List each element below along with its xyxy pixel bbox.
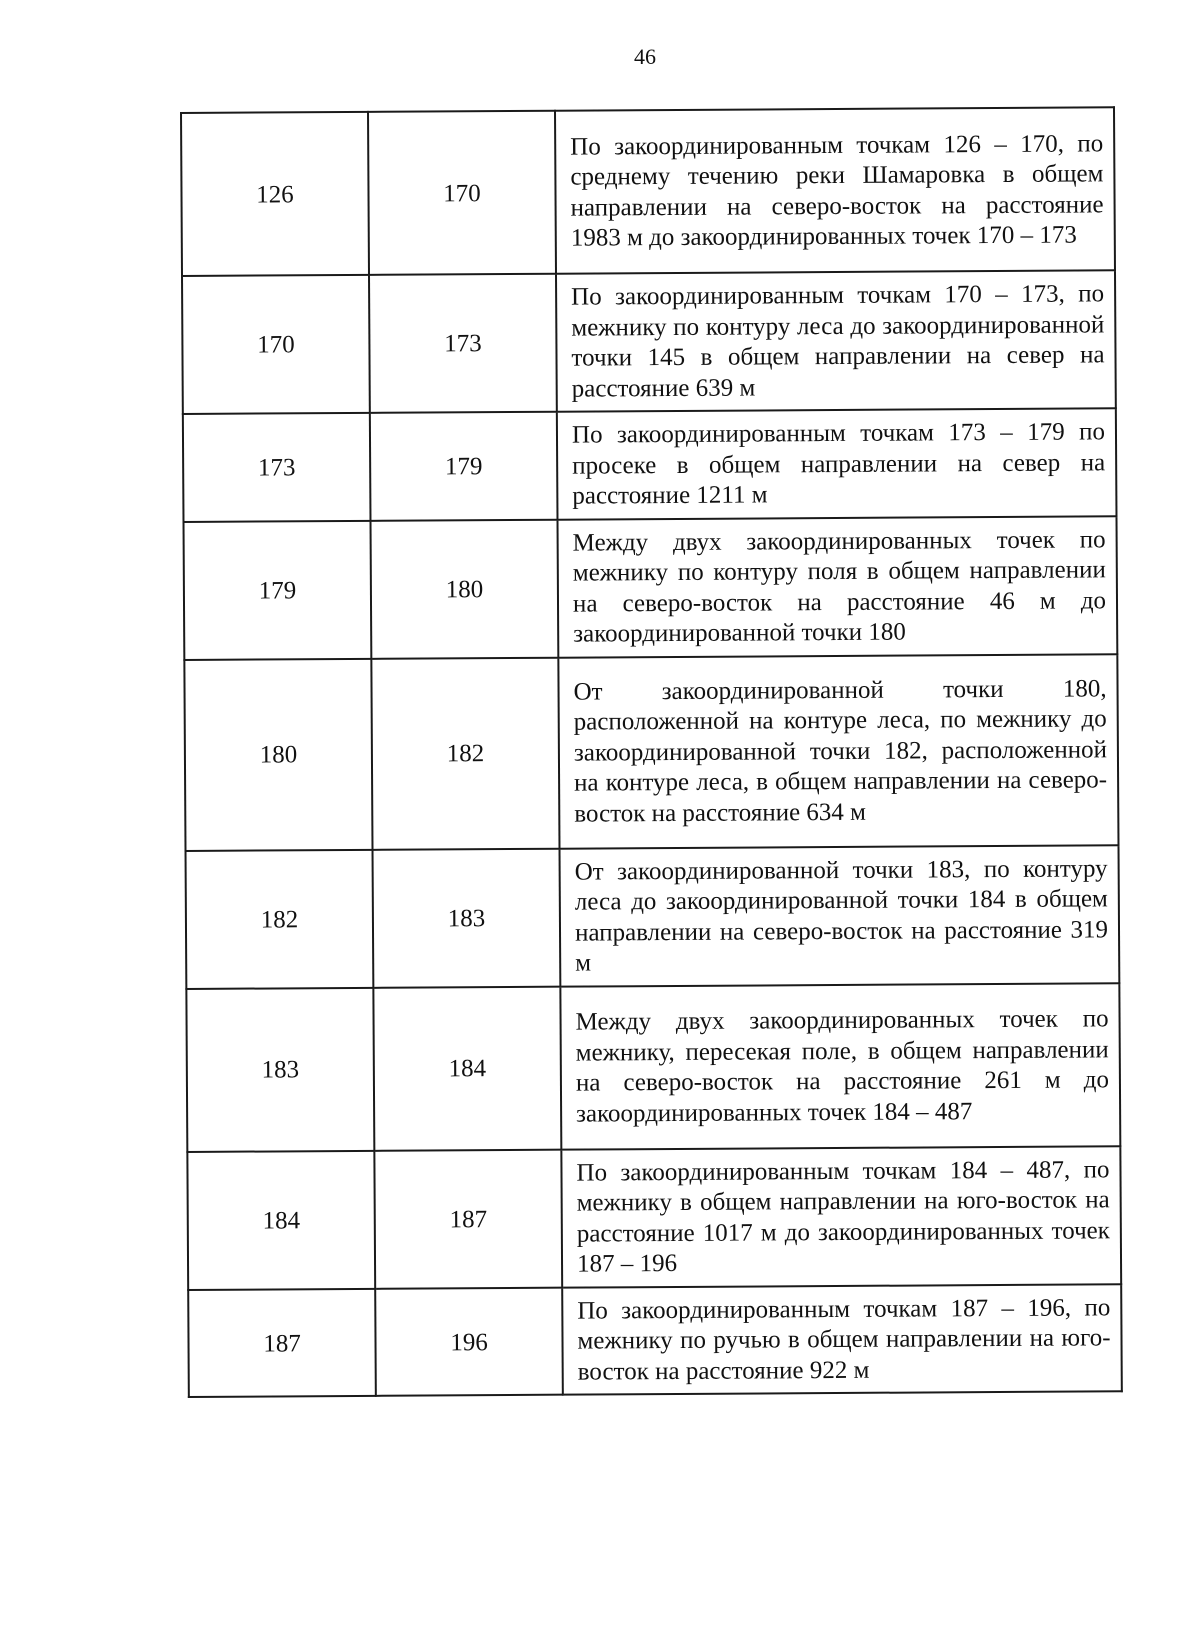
to-point-cell: 180 [370,519,558,658]
table-row [182,270,1116,414]
from-point-cell: 184 [187,1150,375,1289]
from-point-cell: 179 [184,520,372,659]
table-row [186,983,1120,1152]
description-cell: По закоординированным точкам 126 – 170, по среднему течению реки Шамаровка в общем направлении на северо-восток на расстояние 1983 м до закоординированных точек 170 – 173 [555,107,1115,273]
from-point-cell: 180 [184,658,372,850]
table-row [186,845,1120,989]
description-cell: По закоординированным точкам 184 – 487, по межнику в общем направлении на юго-восток на расстояние 1017 м до закоординированных точек 187 – 196 [561,1146,1121,1287]
to-point-cell: 183 [373,848,561,987]
description-cell: По закоординированным точкам 170 – 173, по межнику по контуру леса до закоординированной точки 145 в общем направлении на север на расстояние 639 м [556,270,1116,411]
description-cell: От закоординированной точки 183, по контуру леса до закоординированной точки 184 в общем направлении на северо-восток на расстояние 319 м [560,845,1120,986]
to-point-cell: 179 [370,412,558,521]
from-point-cell: 187 [188,1288,376,1397]
table-row [184,654,1118,851]
description-cell: От закоординированной точки 180, расположенной на контуре леса, по межнику до закоординированной точки 182, расположенной на контуре леса, в общем направлении на северо-восток на расстояние 634 м [558,654,1118,848]
from-point-cell: 182 [186,849,374,988]
table-row [184,516,1118,660]
table-row [187,1146,1121,1290]
from-point-cell: 173 [183,413,371,522]
table-row [181,107,1115,276]
description-cell: Между двух закоординированных точек по межнику по контуру поля в общем направлении на северо-восток на расстояние 46 м до закоординированной точки 180 [557,516,1117,657]
table-row [188,1284,1122,1397]
page-number: 46 [634,44,656,69]
to-point-cell: 196 [375,1287,563,1396]
description-cell: По закоординированным точкам 173 – 179 по просеке в общем направлении на север на расстояние 1211 м [557,408,1117,519]
boundary-description-table [180,106,1123,1398]
to-point-cell: 170 [368,111,556,275]
description-cell: По закоординированным точкам 187 – 196, по межнику по ручью в общем направлении на юго-восток на расстояние 922 м [562,1284,1122,1395]
to-point-cell: 173 [369,274,557,413]
table-row [183,408,1117,521]
from-point-cell: 126 [181,112,369,276]
from-point-cell: 183 [186,987,374,1151]
from-point-cell: 170 [182,275,370,414]
to-point-cell: 184 [373,986,561,1150]
to-point-cell: 182 [371,657,559,849]
to-point-cell: 187 [374,1149,562,1288]
description-cell: Между двух закоординированных точек по межнику, пересекая поле, в общем направлении на северо-восток на расстояние 261 м до закоординированных точек 184 – 487 [560,983,1120,1149]
